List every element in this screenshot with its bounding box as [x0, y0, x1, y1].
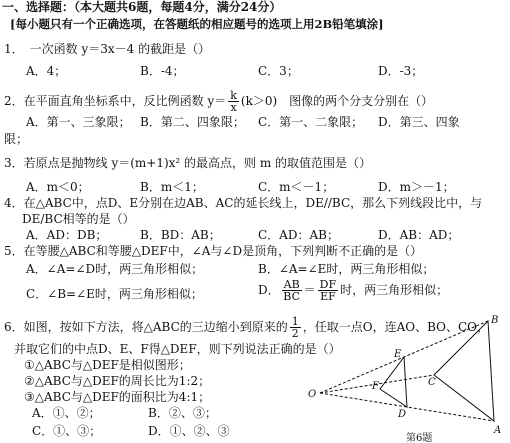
q6-figure	[308, 313, 508, 443]
q6-stem-post: ，任取一点O，连AO、BO、CO，	[302, 320, 490, 334]
q2-stem	[4, 88, 433, 114]
q5-option-a[interactable]: A．∠A=∠D时，两三角形相似；	[26, 262, 204, 276]
q6-option-d[interactable]: D．①、②、③	[148, 424, 230, 438]
q2-fraction	[228, 90, 239, 113]
q1-option-a[interactable]: A．4；	[26, 64, 67, 78]
q5-d-frac2	[318, 279, 338, 302]
q4-option-d[interactable]: D．AB：AD；	[378, 228, 460, 242]
label-b: B	[491, 315, 499, 326]
q5-d-pre: D．	[258, 283, 280, 297]
q2-option-d-cont: 限；	[4, 132, 29, 146]
q3-option-b[interactable]: B．m＜1；	[140, 180, 204, 194]
q6-frac-den: 2	[291, 327, 299, 340]
q2-stem-pre: 2．在平面直角坐标系中，反比例函数 y＝	[4, 94, 227, 108]
q1-option-d[interactable]: D．-3；	[378, 64, 424, 78]
q1-option-b[interactable]: B．-4；	[140, 64, 185, 78]
q2-option-b[interactable]: B．第二、四象限；	[140, 115, 245, 129]
q5-d-frac1-num: AB	[283, 278, 300, 291]
section-title: 一、选择题：（本大题共6题，每题4分，满分24分）	[2, 0, 282, 14]
q2-option-d[interactable]: D．第三、四象	[378, 115, 460, 129]
q5-option-d[interactable]	[258, 277, 448, 303]
q4-stem-2: DE/BC相等的是（）	[22, 212, 135, 226]
label-f: F	[372, 381, 379, 392]
q4-option-a[interactable]: A．AD：DB；	[26, 228, 108, 242]
q5-d-mid: ＝	[303, 283, 316, 297]
q4-stem: 4．在△ABC中，点D、E分别在边AB、AC的延长线上，DE//BC，那么下列线段比中，与	[4, 196, 483, 210]
q6-fraction	[290, 316, 301, 339]
q6-option-a[interactable]: A．①、②；	[32, 406, 101, 420]
label-c: C	[428, 377, 436, 388]
q2-option-a[interactable]: A．第一、三象限；	[26, 115, 131, 129]
label-a: A	[494, 425, 502, 436]
q3-stem: 3．若原点是抛物线 y＝(m+1)x² 的最高点，则 m 的取值范围是（）	[4, 156, 372, 170]
q6-stem-2: 并取它们的中点D、E、F得△DEF，则下列说法正确的是（）	[14, 342, 341, 356]
q6-option-b[interactable]: B．②、③；	[148, 406, 217, 420]
q5-option-b[interactable]: B．∠A=∠E时，两三角形相似；	[258, 262, 435, 276]
q6-stem-pre: 6．如图，按如下方法，将△ABC的三边缩小到原来的	[4, 320, 288, 334]
q2-stem-post: (k＞0) 图像的两个分支分别在（）	[240, 94, 434, 108]
q5-d-post: 时，两三角形相似；	[340, 283, 449, 297]
triangle-abc	[434, 321, 494, 421]
q4-option-c[interactable]: C．AD：AB；	[258, 228, 339, 242]
label-o: O	[308, 389, 317, 400]
q2-option-c[interactable]: C．第一、二象限；	[258, 115, 364, 129]
q6-statement-2: ②△ABC与△DEF的周长比为1:2；	[24, 374, 211, 388]
q1-option-c[interactable]: C．3；	[258, 64, 299, 78]
section-instruction: [每小题只有一个正确选项，在答题纸的相应题号的选项上用2B铅笔填涂]	[10, 17, 384, 31]
label-d: D	[398, 409, 407, 420]
q6-statement-3: ③△ABC与△DEF的面积比为4:1；	[24, 390, 211, 404]
q5-d-frac1	[282, 279, 302, 302]
label-e: E	[394, 349, 402, 360]
q6-option-c[interactable]: C．①、③；	[32, 424, 102, 438]
q5-d-frac1-den: BC	[283, 290, 300, 303]
q3-option-d[interactable]: D．m＞－1；	[378, 180, 455, 194]
q2-frac-num: k	[230, 89, 237, 102]
q5-stem: 5．在等腰△ABC和等腰△DEF中，∠A与∠D是顶角，下列判断不正确的是（）	[4, 244, 423, 258]
q4-option-b[interactable]: B．BD：AB；	[140, 228, 221, 242]
q6-statement-1: ①△ABC与△DEF是相似图形；	[24, 358, 191, 372]
q3-option-c[interactable]: C．m＜－1；	[258, 180, 335, 194]
triangle-def	[380, 357, 407, 407]
q2-frac-den: x	[230, 101, 237, 114]
q5-d-frac2-num: DF	[319, 278, 337, 291]
q1-stem: 1． 一次函数 y＝3x－4 的截距是（）	[4, 42, 211, 56]
figure-caption: 第6题	[406, 433, 433, 443]
q3-option-a[interactable]: A．m＜0；	[26, 180, 90, 194]
q5-option-c[interactable]: C．∠B=∠E时，两三角形相似；	[26, 287, 203, 301]
q5-d-frac2-den: EF	[320, 290, 336, 303]
q6-frac-num: 1	[291, 315, 299, 328]
